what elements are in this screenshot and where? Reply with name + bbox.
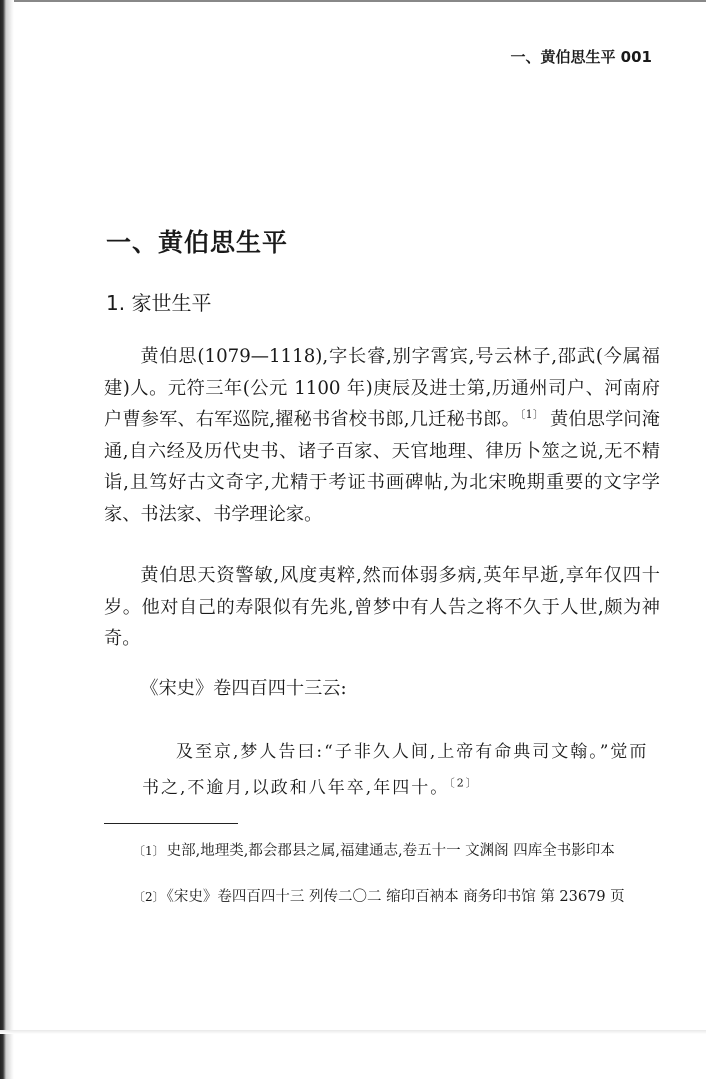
footnote-1 — [104, 840, 660, 863]
footnote-1-text: 史部,地理类,都会郡县之属,福建通志,卷五十一 文渊阁 四库全书影印本 — [166, 843, 615, 859]
paragraph-2: 黄伯思天资警敏,风度夷粹,然而体弱多病,英年早逝,享年仅四十岁。他对自己的寿限似有先兆,曾梦中有人告之将不久于人世,颇为神奇。 — [104, 565, 660, 649]
block-quote — [142, 734, 662, 806]
footnote-2-text: 《宋史》卷四百四十三 列传二〇二 缩印百衲本 商务印书馆 第 23679 页 — [166, 889, 625, 905]
paragraph-1-text: 黄伯思(1079—1118),字长睿,别字霄宾,号云林子,邵武(今属福建)人。元符三年(公元 1100 年)庚辰及进士第,历通州司户、河南府户曹参军、右军巡院,擢秘书省校书郎,几迁秘书郎。 — [104, 346, 660, 430]
footnote-1-mark: 〔1〕 — [133, 844, 165, 858]
page-top-edge — [0, 0, 706, 2]
paragraph-1 — [104, 341, 660, 530]
footnote-ref-2[interactable]: 〔2〕 — [449, 776, 479, 790]
chapter-title: 一、黄伯思生平 — [106, 228, 289, 257]
quote-text: 及至京,梦人告曰:“子非久人间,上帝有命典司文翰。”觉而书之,不逾月,以政和八年卒,年四十。 — [142, 742, 649, 798]
section-title: 1. 家世生平 — [106, 291, 212, 315]
page-bottom-shadow — [0, 1030, 706, 1034]
paragraph-1-continuation: 黄伯思学问淹通,自六经及历代史书、诸子百家、天官地理、律历卜筮之说,无不精诣,且笃好古文奇字,尤精于考证书画碑帖,为北宋晚期重要的文字学家、书法家、书学理论家。 — [104, 409, 660, 525]
paragraph-3: 《宋史》卷四百四十三云: — [140, 678, 347, 699]
footnote-2 — [104, 886, 660, 909]
footnote-divider — [104, 823, 238, 824]
running-header: 一、黄伯思生平 001 — [510, 48, 652, 66]
footnote-2-mark: 〔2〕 — [133, 890, 165, 904]
page-binding-edge — [0, 0, 14, 1079]
footnote-ref-1[interactable]: 〔1〕 — [519, 407, 545, 421]
